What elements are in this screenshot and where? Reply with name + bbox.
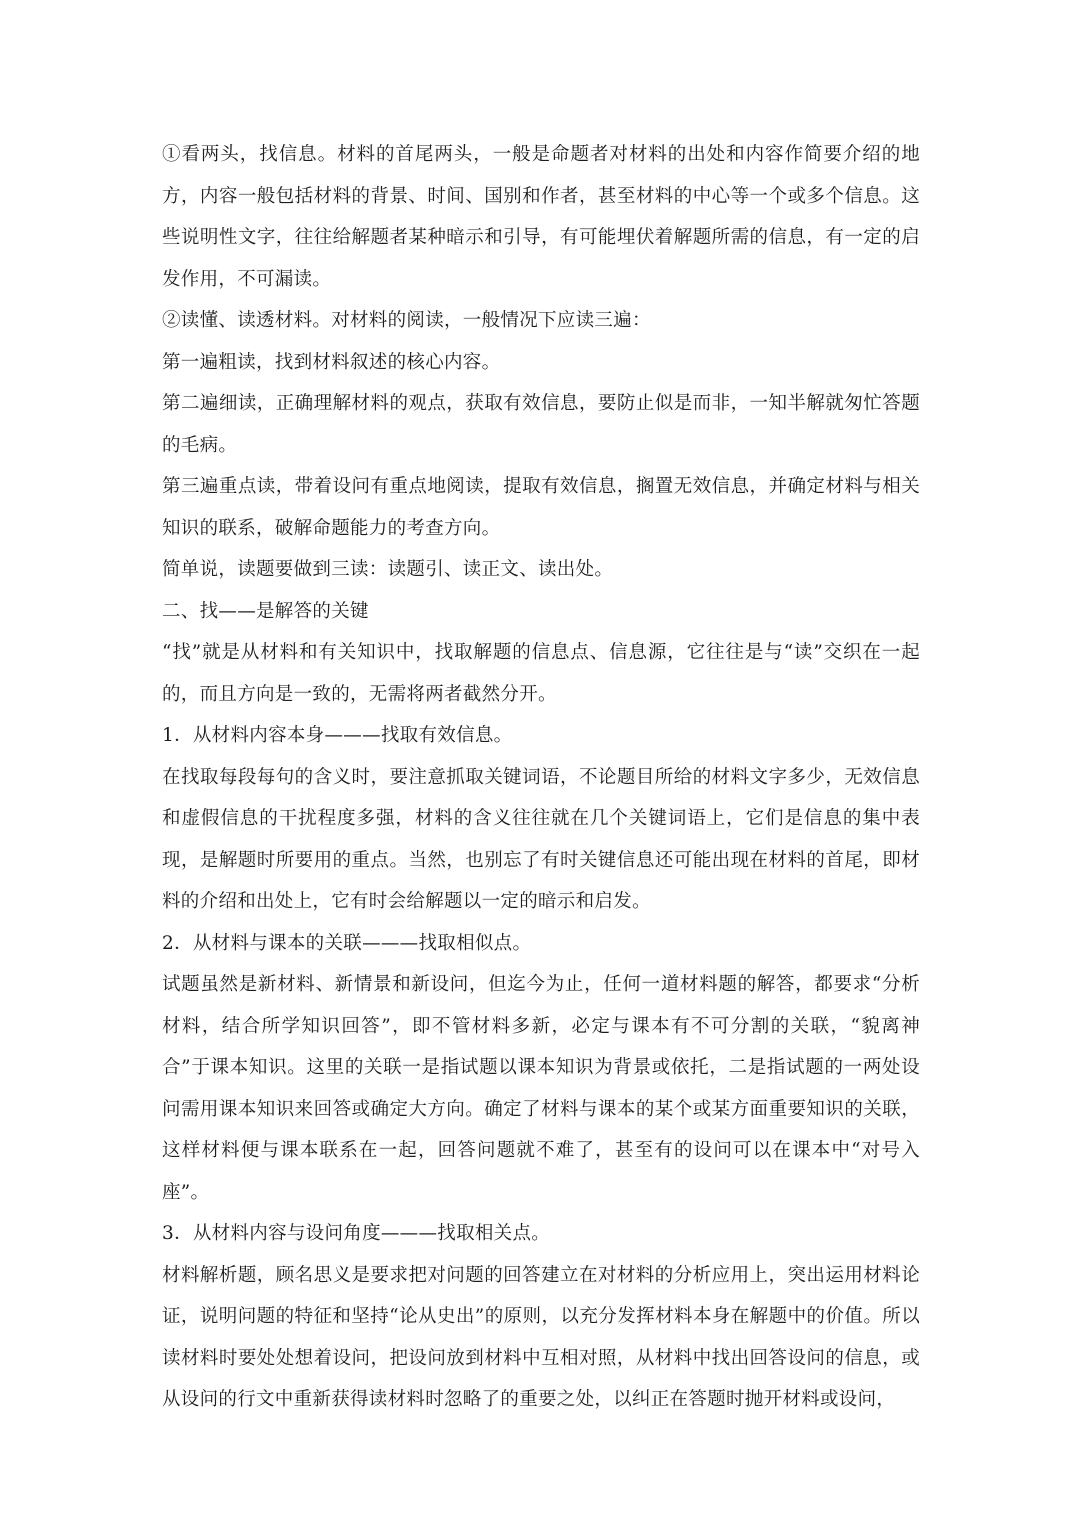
section-heading-find: 二、找——是解答的关键 — [162, 600, 369, 622]
subheading-3: 3．从材料内容与设问角度———找取相关点。 — [162, 1223, 551, 1244]
paragraph-read-thoroughly: ②读懂、读透材料。对材料的阅读，一般情况下应读三遍： — [162, 310, 651, 331]
paragraph-material-analysis: 材料解析题，顾名思义是要求把对问题的回答建立在对材料的分析应用上，突出运用材料论证，说明问题的特征和坚持“论从史出”的原则，以充分发挥材料本身在解题中的价值。所以读材料时要处处想着设问，把设问放到材料中互相对照，从材料中找出回答设问的信息，或从设问的行文中重新获得读材料时忽略了的重要之处，以纠正在答题时抛开材料或设问， — [162, 1264, 920, 1410]
document-body — [162, 134, 920, 1421]
paragraph-third-reading: 第三遍重点读，带着设问有重点地阅读，提取有效信息，搁置无效信息，并确定材料与相关知识的联系，破解命题能力的考查方向。 — [162, 476, 920, 539]
subheading-1: 1．从材料内容本身———找取有效信息。 — [162, 725, 513, 746]
paragraph-key-words: 在找取每段每句的含义时，要注意抓取关键词语，不论题目所给的材料文字多少，无效信息和虚假信息的干扰程度多强，材料的含义往往就在几个关键词语上，它们是信息的集中表现，是解题时所要用的重点。当然，也别忘了有时关键信息还可能出现在材料的首尾，即材料的介绍和出处上，它有时会给解题以一定的暗示和启发。 — [162, 766, 920, 912]
paragraph-read-both-ends: ①看两头，找信息。材料的首尾两头，一般是命题者对材料的出处和内容作简要介绍的地方，内容一般包括材料的背景、时间、国别和作者，甚至材料的中心等一个或多个信息。这些说明性文字，往往给解题者某种暗示和引导，有可能埋伏着解题所需的信息，有一定的启发作用，不可漏读。 — [162, 144, 920, 290]
subheading-2: 2．从材料与课本的关联———找取相似点。 — [162, 932, 532, 954]
paragraph-find-definition: “找”就是从材料和有关知识中，找取解题的信息点、信息源，它往往是与“读”交织在一起的，而且方向是一致的，无需将两者截然分开。 — [162, 642, 920, 705]
paragraph-textbook-link: 试题虽然是新材料、新情景和新设问，但迄今为止，任何一道材料题的解答，都要求“分析材料，结合所学知识回答”，即不管材料多新，必定与课本有不可分割的关联，“貌离神合”于课本知识。这里的关联一是指试题以课本知识为背景或依托，二是指试题的一两处设问需用课本知识来回答或确定大方向。确定了材料与课本的某个或某方面重要知识的关联，这样材料便与课本联系在一起，回答问题就不难了，甚至有的设问可以在课本中“对号入座”。 — [162, 974, 920, 1203]
paragraph-summary: 简单说，读题要做到三读：读题引、读正文、读出处。 — [162, 559, 614, 580]
paragraph-second-reading: 第二遍细读，正确理解材料的观点，获取有效信息，要防止似是而非，一知半解就匆忙答题的毛病。 — [162, 393, 920, 456]
paragraph-first-reading: 第一遍粗读，找到材料叙述的核心内容。 — [162, 351, 501, 373]
